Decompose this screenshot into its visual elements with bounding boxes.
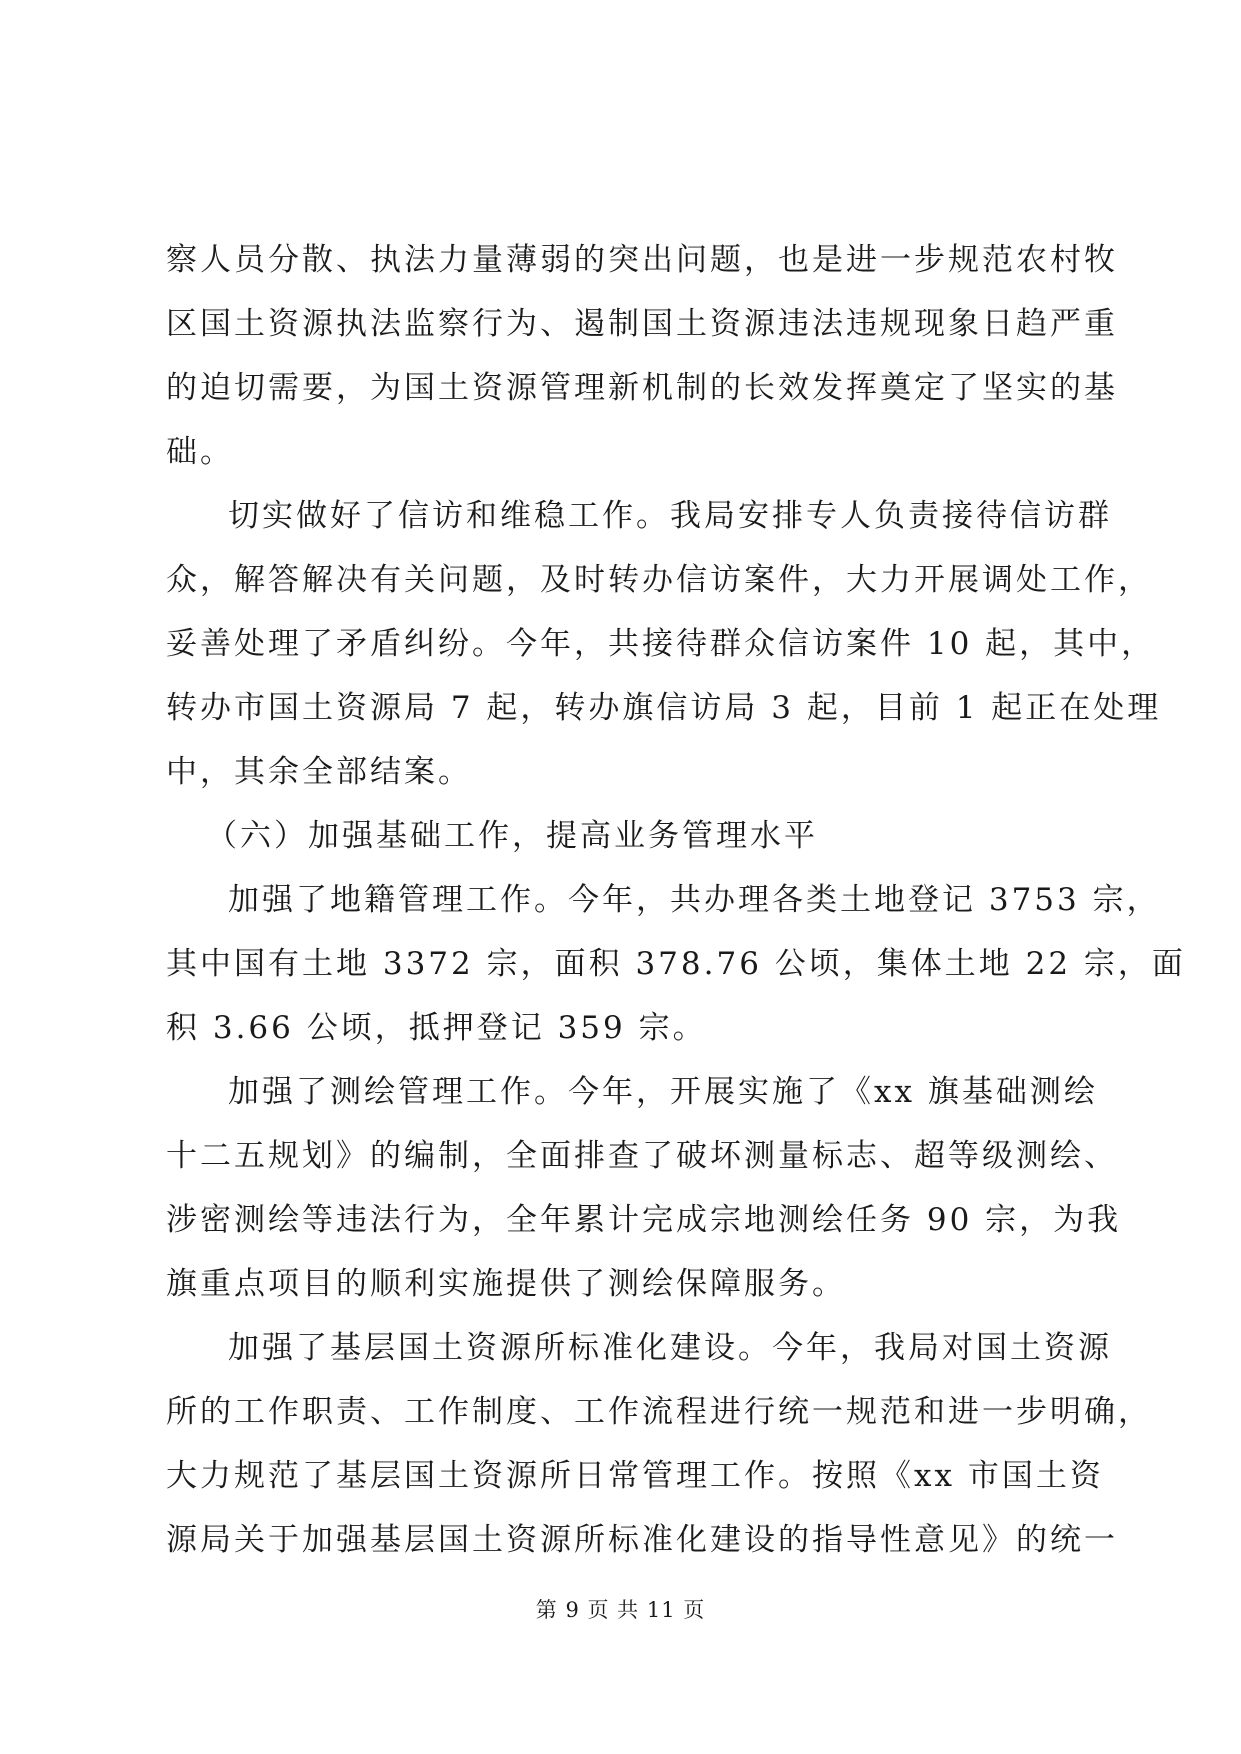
text-line: 源局关于加强基层国土资源所标准化建设的指导性意见》的统一 [166,1522,1118,1558]
page-number-label: 第 9 页 共 11 页 [535,1598,706,1622]
text-line: 大力规范了基层国土资源所日常管理工作。按照《xx 市国土资 [166,1458,1104,1494]
text-line: 十二五规划》的编制，全面排查了破坏测量标志、超等级测绘、 [166,1138,1118,1174]
paragraph-first-line: 加强了测绘管理工作。今年，开展实施了《xx 旗基础测绘 [228,1074,1098,1110]
text-line: 妥善处理了矛盾纠纷。今年，共接待群众信访案件 10 起，其中， [166,626,1156,662]
document-body [166,228,1186,1572]
text-line: 众，解答解决有关问题，及时转办信访案件，大力开展调处工作， [166,562,1152,598]
paragraph-first-line: 切实做好了信访和维稳工作。我局安排专人负责接待信访群 [228,498,1112,534]
page-footer [0,1594,1241,1624]
text-line: 所的工作职责、工作制度、工作流程进行统一规范和进一步明确， [166,1394,1152,1430]
text-line: 积 3.66 公顷，抵押登记 359 宗。 [166,1010,707,1046]
text-line: 础。 [166,434,234,470]
text-line: 转办市国土资源局 7 起，转办旗信访局 3 起，目前 1 起正在处理 [166,690,1162,726]
section-heading: （六）加强基础工作，提高业务管理水平 [206,818,818,854]
paragraph-first-line: 加强了基层国土资源所标准化建设。今年，我局对国土资源 [228,1330,1112,1366]
text-line: 区国土资源执法监察行为、遏制国土资源违法违规现象日趋严重 [166,306,1118,342]
text-line: 涉密测绘等违法行为，全年累计完成宗地测绘任务 90 宗，为我 [166,1202,1122,1238]
text-line: 中，其余全部结案。 [166,754,472,790]
text-line: 其中国有土地 3372 宗，面积 378.76 公顷，集体土地 22 宗，面 [166,946,1186,982]
paragraph-first-line: 加强了地籍管理工作。今年，共办理各类土地登记 3753 宗， [228,882,1161,918]
text-line: 察人员分散、执法力量薄弱的突出问题，也是进一步规范农村牧 [166,242,1118,278]
text-line: 旗重点项目的顺利实施提供了测绘保障服务。 [166,1266,846,1302]
text-line: 的迫切需要，为国土资源管理新机制的长效发挥奠定了坚实的基 [166,370,1118,406]
